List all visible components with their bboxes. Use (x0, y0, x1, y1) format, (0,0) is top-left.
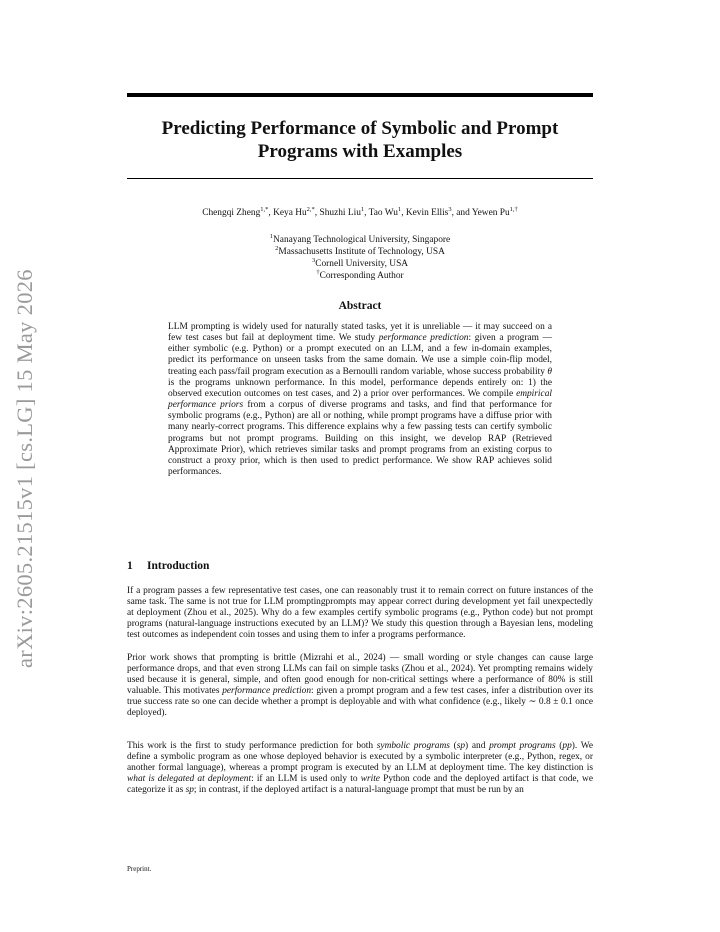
text-run: If a program passes a few representative test cases, one can reasonably trust it to remain correct on future instances of the same task. The same is not true for LLM promptingprompts may appear correct during development yet fail unexpectedly at deployment (Zhou et al., 2025). Why do a few examples certify symbolic programs (e.g., Python code) but not prompt programs (natural-language instructions executed by an LLM)? We study this question through a Bayesian lens, modeling test outcomes as independent coin tosses and using them to infer a programs performance. (127, 586, 593, 640)
author-separator: , and (451, 208, 472, 218)
affiliation-text: Cornell University, USA (315, 259, 409, 269)
abstract-heading: Abstract (338, 300, 382, 312)
italic-text-run: prompt programs (489, 741, 556, 751)
author-affiliation-mark: 3 (448, 206, 452, 213)
author-separator: , (314, 208, 320, 218)
text-run: This work is the first to study performance prediction for both (127, 741, 377, 751)
text-run: LLM prompting is widely used for naturally stated tasks, yet it is unreliable — it may succeed on a few test cases but fail at deployment time. We study (168, 322, 552, 344)
affiliation-text: Massachusetts Institute of Technology, USA (278, 247, 445, 257)
affiliation-line (127, 270, 593, 282)
affiliation-text: Corresponding Author (319, 271, 404, 281)
affiliation-text: Nanayang Technological University, Singapore (273, 235, 451, 245)
text-run: : if an LLM is used only to (251, 773, 361, 784)
italic-text-run: sp (185, 784, 194, 795)
affiliation-line (127, 234, 593, 246)
affiliation-mark: 2 (275, 245, 279, 252)
text-run: : given a program — either symbolic (e.g. Python) or a prompt executed on an LLM, and a few in-domain examples, predict its performance on unseen tasks from the same domain. We use a simple coin-flip model, treating each pass/fail program execution as a Bernoulli random variable, whose success probability (168, 333, 553, 377)
intro-paragraph-1 (127, 586, 593, 641)
section-heading-introduction (127, 560, 209, 572)
title-bottom-rule (127, 178, 593, 179)
title-top-rule (127, 93, 593, 97)
affiliation-mark: 3 (311, 257, 316, 264)
preprint-footer: Preprint. (127, 865, 152, 873)
text-run: is the programs unknown performance. In this model, performance depends entirely on: 1) the observed execution outcomes on test cases, and 2) a prior over performances. We compile (168, 377, 552, 399)
affiliation-mark: 1 (269, 233, 274, 240)
italic-text-run: empirical performance priors (168, 388, 552, 411)
affiliation-mark: † (316, 269, 320, 276)
intro-paragraph-2 (127, 653, 593, 719)
italic-text-run: performance prediction (222, 685, 312, 696)
intro-paragraph-3 (127, 741, 593, 796)
text-run: from a corpus of diverse programs and tasks, and find that performance for symbolic programs (e.g., Python) are all or nothing, while prompt programs have a diffuse prior with many nearly-correct programs. This difference explains why a few passing tests can certify symbolic programs but not prompt programs. Building on this insight, we develop RAP (Retrieved Approximate Prior), which retrieves similar tasks and prompt programs from an existing corpus to construct a proxy prior, which is then used to predict performance. We show RAP achieves solid performances. (168, 400, 552, 478)
author-affiliation-mark: 1,* (260, 206, 269, 213)
author-name: Chengqi Zheng (202, 208, 261, 218)
text-run: Python code and the deployed artifact is that code, we categorize it as (127, 773, 593, 795)
author-name: Keya Hu (273, 208, 307, 218)
italic-text-run: θ (547, 366, 552, 377)
paper-title: Predicting Performance of Symbolic and Prompt Programs with Examples (161, 118, 559, 162)
section-title: Introduction (147, 560, 210, 572)
author-name: Kevin Ellis (405, 208, 449, 218)
text-run: ; in contrast, if the deployed artifact is a natural-language prompt that must be run by an (193, 784, 524, 795)
author-affiliation-mark: 1,† (509, 206, 518, 213)
affiliation-list (127, 234, 593, 282)
author-name: Shuzhi Liu (319, 208, 361, 218)
author-separator: , (401, 208, 406, 218)
text-run: ( (449, 741, 457, 751)
author-affiliation-mark: 1 (360, 206, 365, 213)
author-name: Tao Wu (368, 208, 398, 218)
italic-text-run: performance prediction (378, 333, 469, 344)
text-run: ). We define a symbolic program as one whose deployed behavior is executed by a symbolic interpreter (e.g., Python, regex, or another formal language), whereas a prompt program is executed by an LLM at deployment time. The key distinction is (127, 741, 594, 773)
author-affiliation-mark: 1 (397, 206, 402, 213)
abstract-body (168, 322, 552, 478)
section-number: 1 (127, 560, 133, 572)
author-name: Yewen Pu (471, 208, 510, 218)
arxiv-identifier-stamp: arXiv:2605.21515v1 [cs.LG] 15 May 2026 (12, 269, 37, 668)
affiliation-line (127, 246, 593, 258)
text-run: ) and (465, 741, 490, 751)
author-separator: , (364, 208, 369, 218)
italic-text-run: what is delegated at deployment (127, 773, 252, 784)
italic-text-run: pp (562, 741, 572, 751)
italic-text-run: sp (456, 741, 466, 751)
author-affiliation-mark: 2,* (306, 206, 315, 213)
italic-text-run: write (360, 773, 380, 784)
italic-text-run: symbolic programs (376, 741, 450, 751)
text-run: Prior work shows that prompting is brittle (Mizrahi et al., 2024) — small wording or style changes can cause large performance drops, and that even strong LLMs can fail on simple tasks (Zhou et al., 2024). Yet prompting remains widely used because it is general, simple, and often good enough for non-critical settings where a performance of 80% is still valuable. This motivates (127, 653, 593, 696)
text-run: ( (555, 741, 563, 751)
author-separator: , (268, 208, 274, 218)
author-list (127, 207, 593, 220)
text-run: : given a prompt program and a few test cases, infer a distribution over its true success rate so one can decide whether a prompt is deployable and with what confidence (e.g., likely ∼ 0.8 ± 0.1 once deployed). (127, 685, 593, 718)
affiliation-line (127, 258, 593, 270)
